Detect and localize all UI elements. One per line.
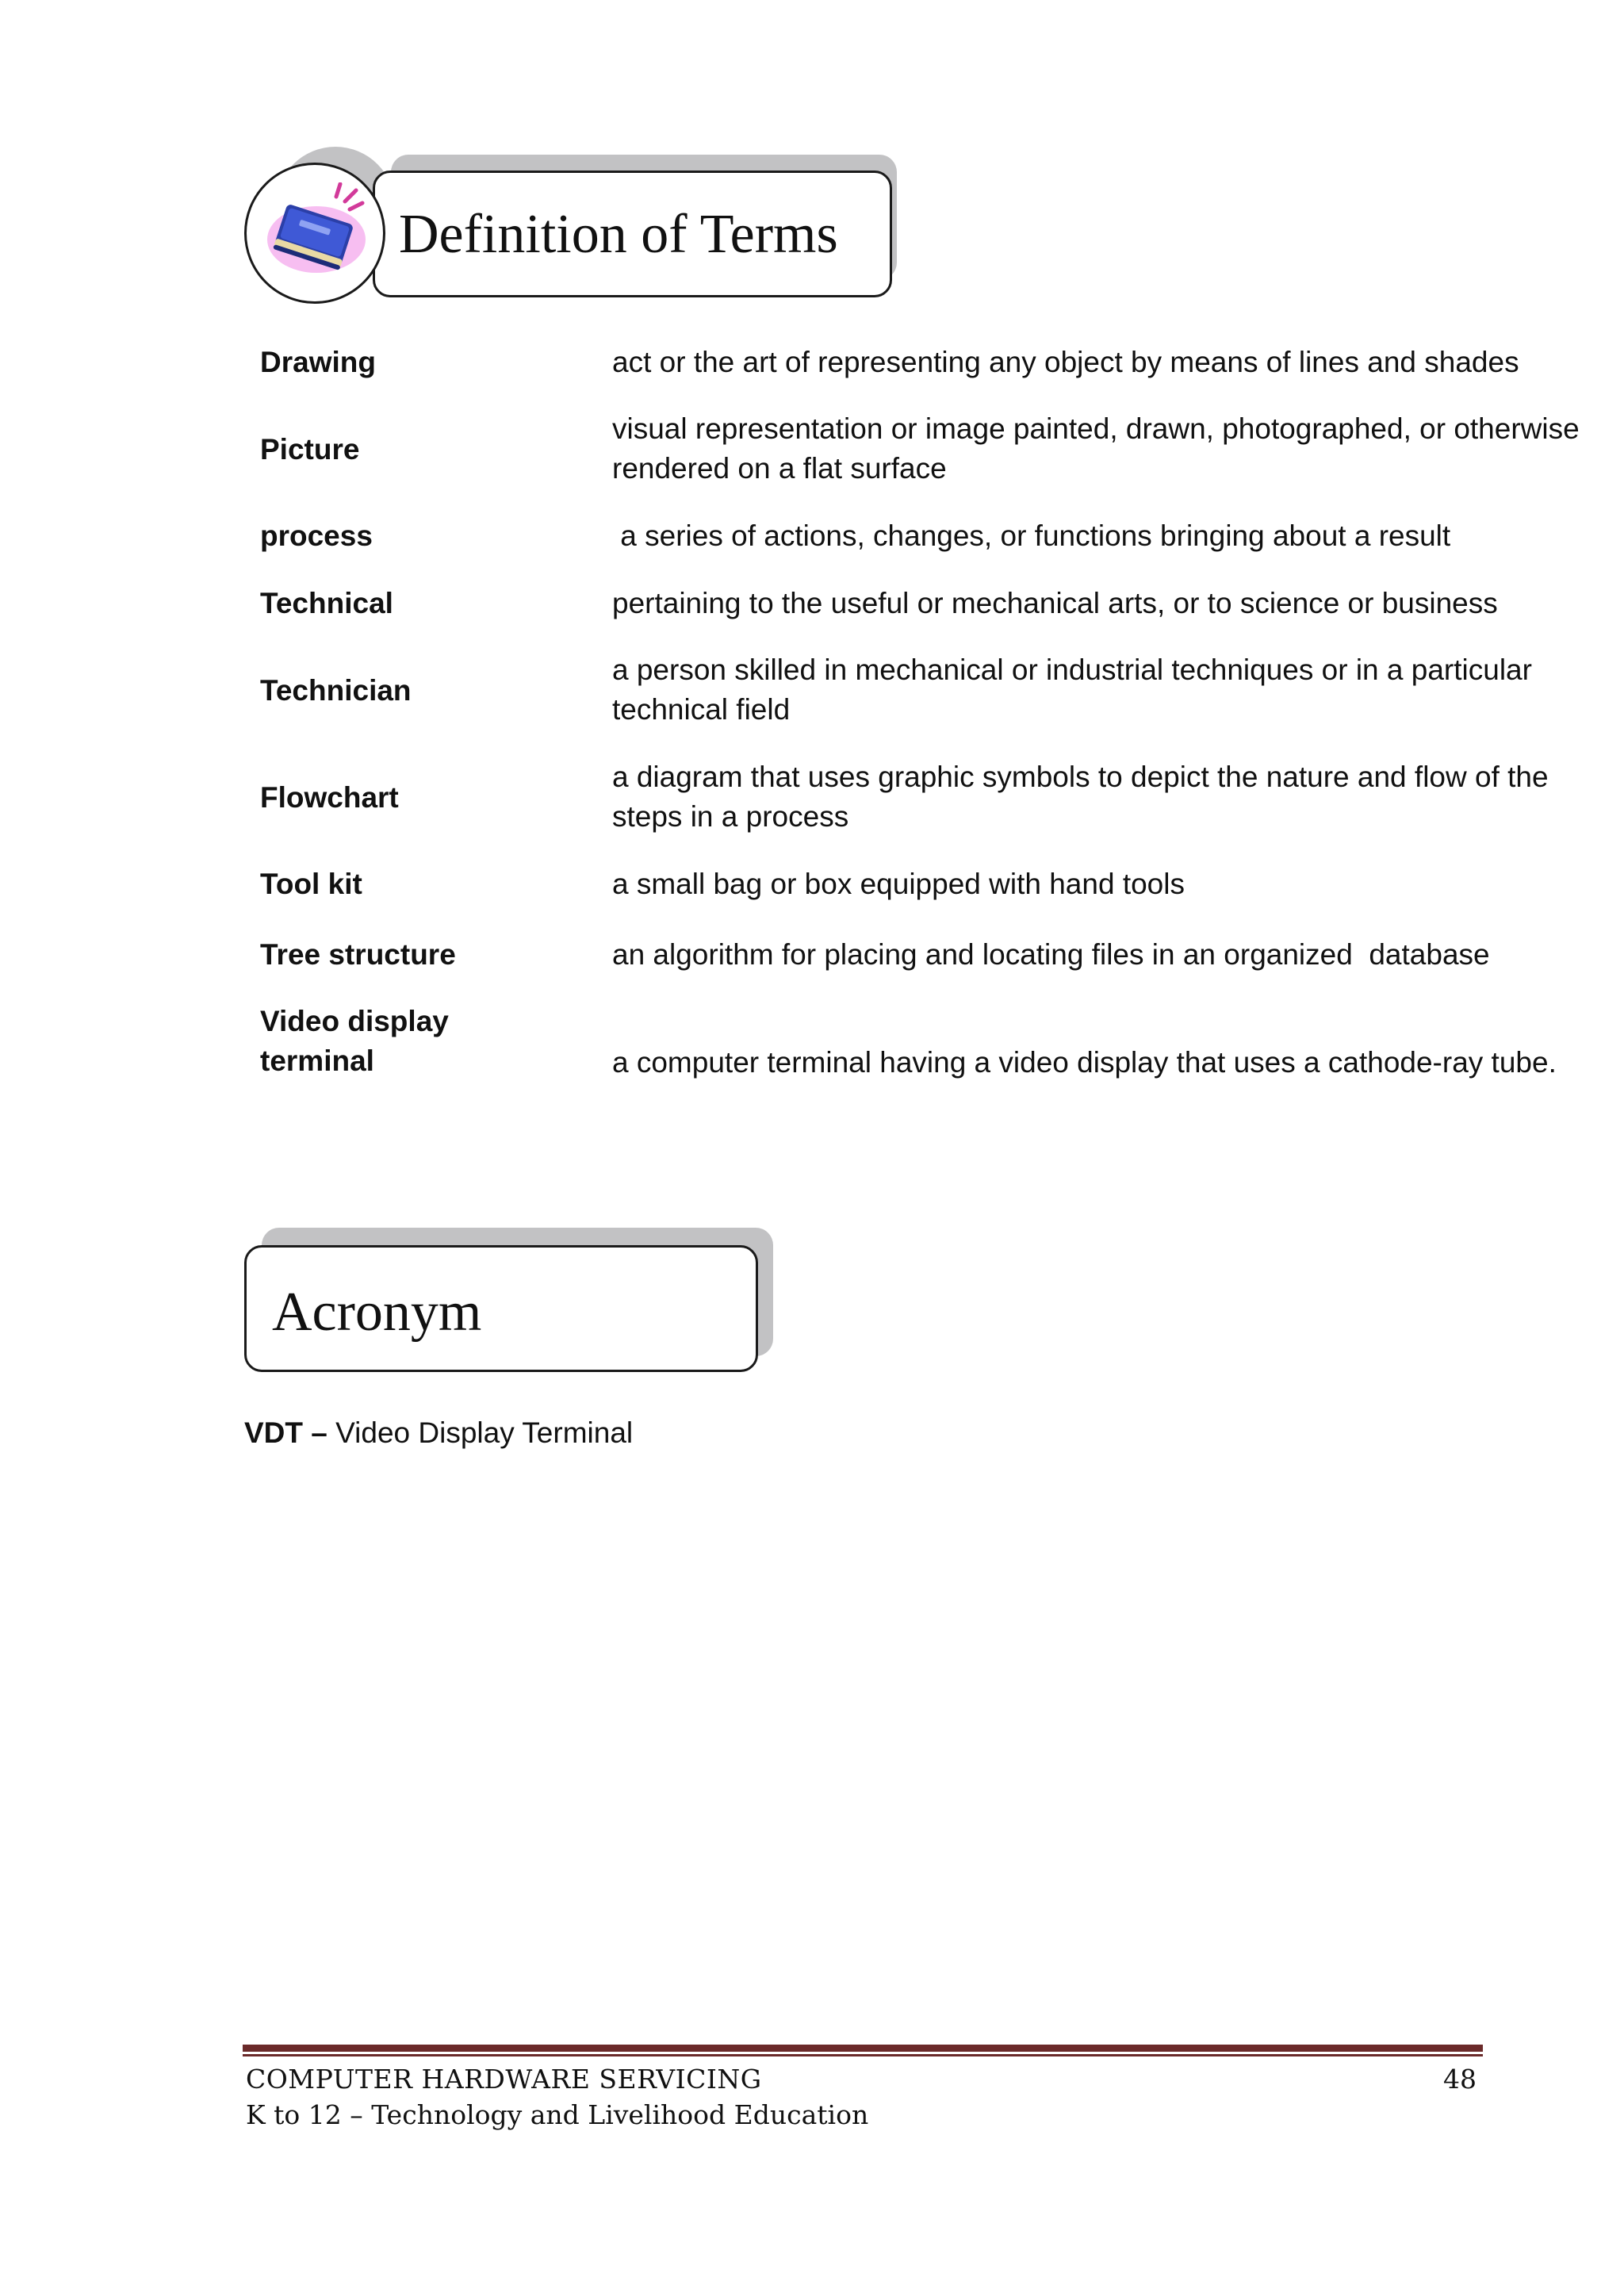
- term-name: Video display terminal: [260, 1005, 449, 1077]
- term-definition: a small bag or box equipped with hand tools: [612, 868, 1185, 900]
- term-name: Tool kit: [260, 868, 362, 900]
- term-definition: an algorithm for placing and locating files in an organized database: [612, 938, 1490, 971]
- term-definition: act or the art of representing any object by means of lines and shades: [612, 346, 1519, 378]
- acronym-heading: Acronym: [272, 1282, 482, 1343]
- footer-rule-thick: [243, 2045, 1483, 2052]
- term-name: Technician: [260, 674, 412, 707]
- acronym-item: [244, 1413, 633, 1453]
- book-icon-circle: [244, 163, 385, 304]
- term-name: Flowchart: [260, 781, 399, 814]
- acronym-heading-box: [244, 1245, 758, 1372]
- acronym-meaning: Video Display Terminal: [327, 1416, 634, 1449]
- term-definition: a person skilled in mechanical or industrial techniques or in a particular technical field: [612, 654, 1532, 726]
- definition-heading-box: [373, 171, 892, 297]
- footer-subtitle: K to 12 – Technology and Livelihood Education: [246, 2099, 869, 2130]
- acronym-banner: [244, 1228, 776, 1374]
- term-definition: visual representation or image painted, drawn, photographed, or otherwise rendered on a flat surface: [612, 412, 1580, 485]
- term-name: Drawing: [260, 346, 376, 378]
- definition-banner: [244, 147, 902, 305]
- term-name: Tree structure: [260, 938, 456, 971]
- footer-rule: [243, 2045, 1483, 2057]
- acronym-abbr: VDT –: [244, 1416, 327, 1449]
- term-name: Technical: [260, 587, 393, 619]
- term-definition: pertaining to the useful or mechanical arts, or to science or business: [612, 587, 1498, 619]
- footer-rule-thin: [243, 2054, 1483, 2056]
- term-definition: a diagram that uses graphic symbols to depict the nature and flow of the steps in a process: [612, 761, 1549, 833]
- page-number: 48: [1443, 2064, 1477, 2095]
- term-definition: a series of actions, changes, or functions bringing about a result: [612, 519, 1451, 552]
- book-icon: [261, 182, 372, 286]
- definition-heading: Definition of Terms: [399, 204, 838, 265]
- term-name: process: [260, 519, 373, 552]
- footer-title: COMPUTER HARDWARE SERVICING: [246, 2064, 762, 2095]
- term-name: Picture: [260, 433, 360, 466]
- term-definition: a computer terminal having a video display that uses a cathode-ray tube.: [612, 1046, 1557, 1079]
